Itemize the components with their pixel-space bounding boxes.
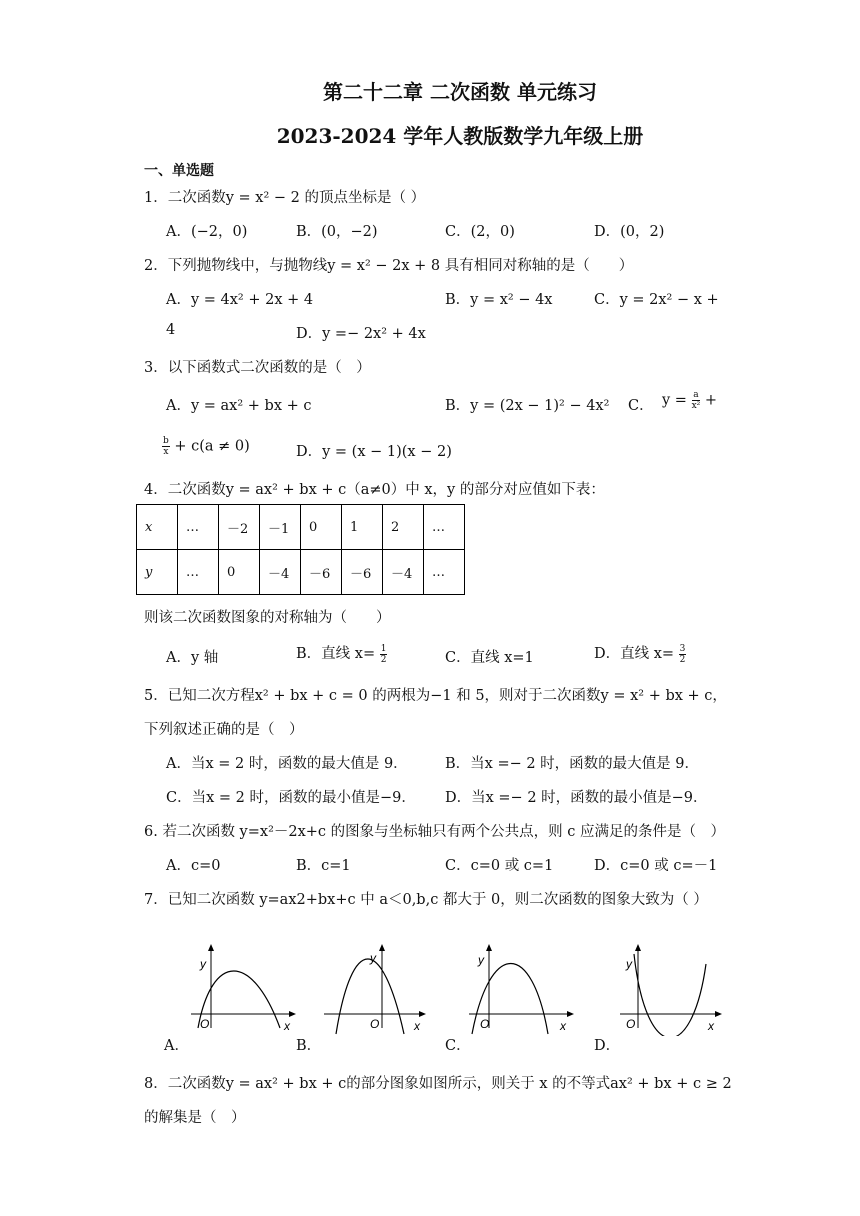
section-heading: 一、单选题	[144, 163, 214, 179]
q4-d-num: 3	[679, 643, 686, 654]
table-cell: －2	[219, 505, 260, 550]
q3-option-a: A．y = ax² + bx + c	[166, 398, 312, 414]
q4-question: 则该二次函数图象的对称轴为（ ）	[144, 610, 391, 626]
q2-option-c: C．y = 2x² − x +	[594, 292, 719, 308]
q7-graph-d	[612, 944, 724, 1036]
q1-option-b: B．(0，−2)	[296, 224, 378, 240]
q7-stem: 7．已知二次函数 y=ax2+bx+c 中 a＜0,b,c 都大于 0，则二次函数的图象大致为（ ）	[144, 892, 708, 908]
graph-c-x-label: x	[560, 1019, 566, 1033]
q5-option-b: B．当x =− 2 时，函数的最大值是 9．	[445, 756, 700, 772]
q3-c-den-b: x	[163, 447, 169, 457]
q2-stem: 2．下列抛物线中，与抛物线y = x² − 2x + 8 具有相同对称轴的是（ ）	[144, 258, 634, 274]
q5-stem-2: 下列叙述正确的是（ ）	[144, 722, 304, 738]
q4-b-den: 2	[380, 654, 387, 665]
q3-c-num-b: b	[163, 436, 169, 446]
q4-b-num: 1	[380, 643, 387, 654]
table-row-y	[137, 550, 465, 595]
q4-option-a: A．y 轴	[166, 650, 219, 666]
q6-option-b: B．c=1	[296, 858, 351, 874]
table-row-x	[137, 505, 465, 550]
table-cell: －4	[260, 550, 301, 595]
table-cell: 1	[342, 505, 383, 550]
q3-c-den-a: x²	[691, 401, 701, 411]
q2-option-b: B．y = x² − 4x	[445, 292, 553, 308]
table-cell: …	[424, 550, 465, 595]
q4-stem: 4．二次函数y = ax² + bx + c（a≠0）中 x，y 的部分对应值如下表：	[144, 482, 605, 498]
graph-c-y-label: y	[478, 953, 484, 967]
graph-a-y-label: y	[200, 957, 206, 971]
q1-stem: 1．二次函数y = x² − 2 的顶点坐标是（ ）	[144, 190, 426, 206]
table-cell: …	[178, 550, 219, 595]
graph-a-origin: O	[200, 1017, 210, 1031]
q4-option-b	[296, 642, 387, 665]
q5-option-a: A．当x = 2 时，函数的最大值是 9．	[166, 756, 408, 772]
q7-option-c-label: C．	[445, 1038, 471, 1054]
q5-option-c: C．当x = 2 时，函数的最小值是−9．	[166, 790, 416, 806]
q6-option-c: C．c=0 或 c=1	[445, 858, 554, 874]
table-cell: 0	[219, 550, 260, 595]
q3-c-plus: +	[704, 392, 718, 409]
value-table	[136, 504, 465, 595]
title-line-2: 2023-2024 学年人教版数学九年级上册	[276, 124, 644, 148]
q4-d-text: D．直线 x=	[594, 646, 675, 662]
q8-stem-2: 的解集是（ ）	[144, 1110, 246, 1126]
table-cell: －6	[301, 550, 342, 595]
q5-option-d: D．当x =− 2 时，函数的最小值是−9．	[445, 790, 708, 806]
q3-c-rest: + c(a ≠ 0)	[174, 438, 250, 455]
table-cell: 0	[301, 505, 342, 550]
q2-option-d: D．y =− 2x² + 4x	[296, 326, 426, 342]
q8-stem: 8．二次函数y = ax² + bx + c的部分图象如图所示，则关于 x 的不等式ax² + bx + c ≥ 2	[144, 1076, 732, 1092]
graph-b-origin: O	[370, 1017, 380, 1031]
table-cell: …	[178, 505, 219, 550]
q3-option-c-part1	[662, 390, 717, 411]
q7-graph-c	[464, 944, 576, 1036]
q4-d-fraction	[679, 644, 687, 665]
q5-stem: 5．已知二次方程x² + bx + c = 0 的两根为−1 和 5，则对于二次函数y = x² + bx + c，	[144, 688, 727, 704]
q4-d-den: 2	[679, 654, 686, 665]
table-cell: 2	[383, 505, 424, 550]
q6-option-d: D．c=0 或 c=－1	[594, 858, 718, 874]
q6-option-a: A．c=0	[166, 858, 221, 874]
title-line-1: 第二十二章 二次函数 单元练习	[323, 80, 597, 104]
q1-option-c: C．(2，0)	[445, 224, 515, 240]
q7-option-b-label: B．	[296, 1038, 322, 1054]
q2-option-a: A．y = 4x² + 2x + 4	[166, 292, 314, 308]
graph-c-origin: O	[480, 1017, 490, 1031]
table-cell: x	[137, 505, 178, 550]
table-cell: －4	[383, 550, 424, 595]
q7-graph-b	[316, 944, 428, 1036]
q6-stem: 6. 若二次函数 y=x²－2x+c 的图象与坐标轴只有两个公共点，则 c 应满足的条件是（ ）	[144, 824, 726, 840]
q3-option-c-label: C．	[628, 398, 654, 414]
q4-b-text: B．直线 x=	[296, 646, 376, 662]
q3-option-b: B．y = (2x − 1)² − 4x²	[445, 398, 610, 414]
q3-c-fraction-b	[162, 436, 170, 457]
q7-graph-a	[186, 944, 298, 1036]
graph-b-x-label: x	[414, 1019, 420, 1033]
q2-option-c-continued: 4	[166, 322, 176, 338]
q4-option-c: C．直线 x=1	[445, 650, 534, 666]
graph-a-x-label: x	[284, 1019, 290, 1033]
q7-option-a-label: A．	[164, 1038, 189, 1054]
q3-c-fraction-a	[692, 390, 701, 411]
graph-d-x-label: x	[708, 1019, 714, 1033]
q3-c-num-a: a	[693, 390, 699, 400]
q3-c-y: y =	[662, 392, 687, 409]
graph-b-y-label: y	[370, 951, 376, 965]
q4-option-d	[594, 642, 686, 665]
q7-option-d-label: D．	[594, 1038, 621, 1054]
q3-option-c-part2	[162, 436, 250, 457]
table-cell: …	[424, 505, 465, 550]
q3-stem: 3．以下函数式二次函数的是（ ）	[144, 360, 371, 376]
table-cell: －1	[260, 505, 301, 550]
graph-d-origin: O	[626, 1017, 636, 1031]
q1-option-d: D．(0，2)	[594, 224, 665, 240]
q1-option-a: A．(−2，0)	[166, 224, 248, 240]
table-cell: －6	[342, 550, 383, 595]
q3-option-d: D．y = (x − 1)(x − 2)	[296, 444, 452, 460]
q4-b-fraction	[380, 644, 388, 665]
graph-d-y-label: y	[626, 957, 632, 971]
table-cell: y	[137, 550, 178, 595]
